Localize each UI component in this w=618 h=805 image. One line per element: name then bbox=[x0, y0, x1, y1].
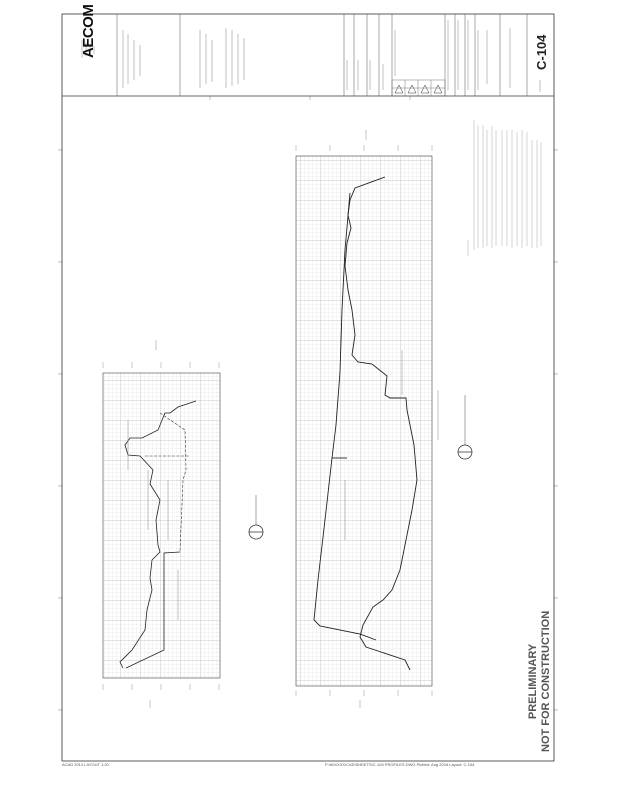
stamp-line-1: PRELIMINARY bbox=[527, 643, 539, 720]
section-callout-small bbox=[249, 495, 263, 539]
profile-grid-small bbox=[103, 373, 220, 678]
notes-block bbox=[468, 120, 541, 256]
stamp-line-2: NOT FOR CONSTRUCTION bbox=[540, 610, 552, 752]
footer-left-text: ACAD 2014 LAYOUT 1:20 bbox=[62, 762, 109, 767]
aecom-logo: AECOM bbox=[80, 4, 97, 58]
section-callout-large bbox=[458, 395, 472, 459]
footer-file-path: P:\60XXXX\CAD\SHEETS\C-104 PROFILES.DWG Plotted: Aug 2016 Layout: C-104 bbox=[325, 762, 475, 767]
preliminary-stamp bbox=[527, 611, 553, 752]
sheet-number: C-104 bbox=[534, 34, 549, 70]
title-block-lettering bbox=[82, 20, 540, 92]
profile-grid-large bbox=[296, 156, 432, 686]
